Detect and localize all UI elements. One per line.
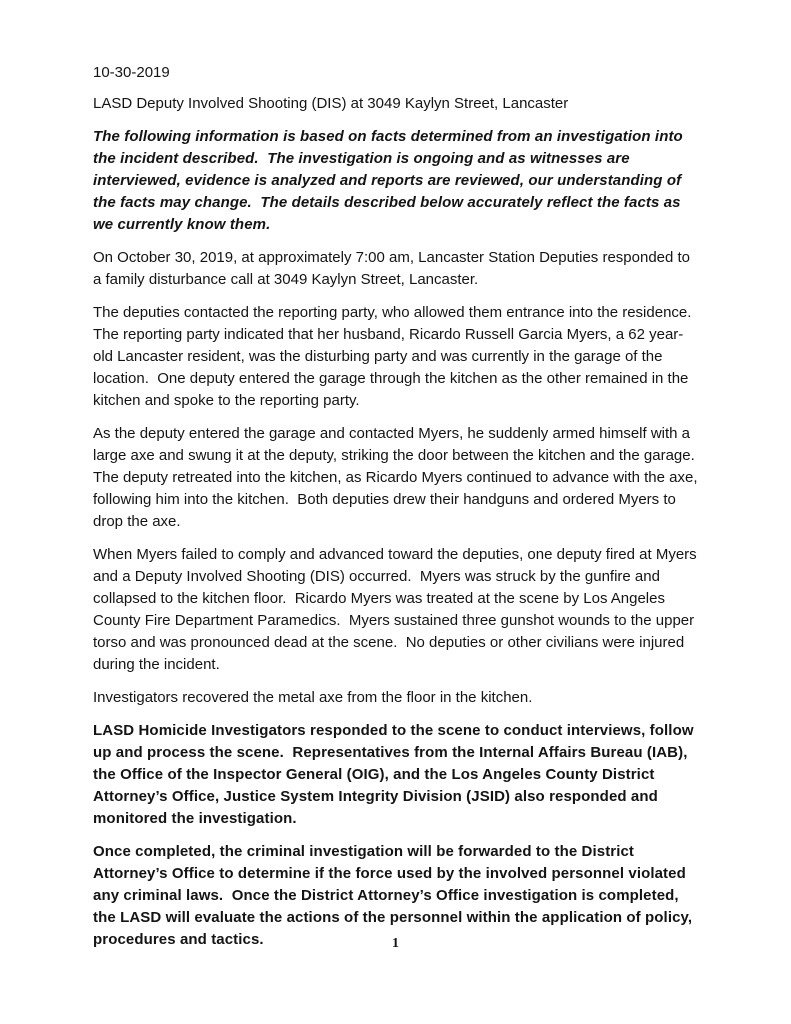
document-title: LASD Deputy Involved Shooting (DIS) at 3049 Kaylyn Street, Lancaster	[93, 95, 569, 112]
homicide-investigators-paragraph: LASD Homicide Investigators responded to the scene to conduct interviews, follow up and process the scene. Representatives from the Internal Affairs Bureau (IAB), the Office of the Inspector General (OIG), and the Los Angeles County District Attorney’s Office, Justice System Integrity Division (JSID) also responded and monitored the investigation.	[93, 722, 698, 827]
garage-confrontation-paragraph: As the deputy entered the garage and contacted Myers, he suddenly armed himself with a large axe and swung it at the deputy, striking the door between the kitchen and the garage. The deputy retreated into the kitchen, as Ricardo Myers continued to advance with the axe, following him into the kitchen. Both deputies drew their handguns and ordered Myers to drop the axe.	[93, 425, 703, 530]
document-date: 10-30-2019	[93, 64, 170, 81]
page-number: 1	[392, 936, 399, 951]
disclaimer-paragraph: The following information is based on facts determined from an investigation into the incident described. The investigation is ongoing and as witnesses are interviewed, evidence is analyzed and reports are reviewed, our understanding of the facts may change. The details described below accurately reflect the facts as we currently know them.	[93, 128, 688, 233]
contact-reporting-party-paragraph: The deputies contacted the reporting party, who allowed them entrance into the residence. The reporting party indicated that her husband, Ricardo Russell Garcia Myers, a 62 year-old Lancaster resident, was the disturbing party and was currently in the garage of the location. One deputy entered the garage through the kitchen as the other remained in the kitchen and spoke to the reporting party.	[93, 304, 700, 409]
criminal-investigation-paragraph: Once completed, the criminal investigation will be forwarded to the District Attorney’s Office to determine if the force used by the involved personnel violated any criminal laws. Once the District Attorney’s Office investigation is completed, the LASD will evaluate the actions of the personnel within the application of policy, procedures and tactics.	[93, 843, 697, 948]
incident-response-paragraph: On October 30, 2019, at approximately 7:00 am, Lancaster Station Deputies responded to a family disturbance call at 3049 Kaylyn Street, Lancaster.	[93, 249, 695, 288]
shooting-outcome-paragraph: When Myers failed to comply and advanced toward the deputies, one deputy fired at Myers and a Deputy Involved Shooting (DIS) occurred. Myers was struck by the gunfire and collapsed to the kitchen floor. Ricardo Myers was treated at the scene by Los Angeles County Fire Department Paramedics. Myers sustained three gunshot wounds to the upper torso and was pronounced dead at the scene. No deputies or other civilians were injured during the incident.	[93, 546, 701, 673]
evidence-recovered-paragraph: Investigators recovered the metal axe from the floor in the kitchen.	[93, 689, 533, 706]
